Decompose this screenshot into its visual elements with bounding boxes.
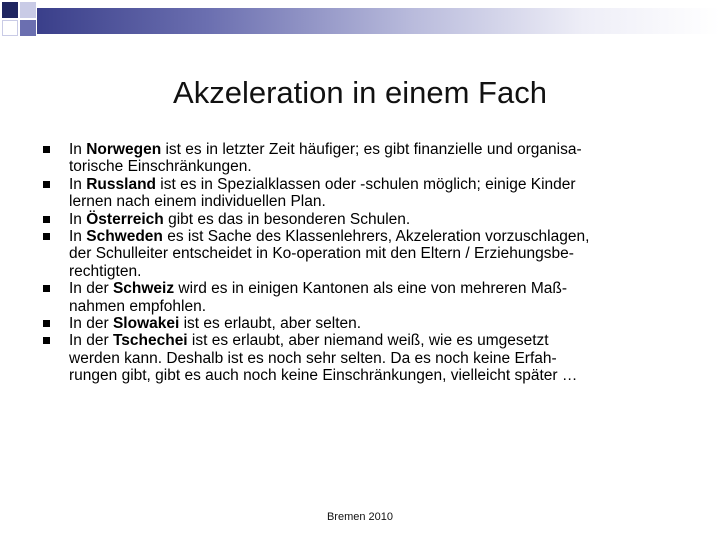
square-bullet-icon	[43, 285, 50, 292]
square-bullet-icon	[43, 233, 50, 240]
bullet-list	[38, 141, 698, 385]
bullet-item-schweden	[38, 228, 698, 280]
slide-title: Akzeleration in einem Fach	[173, 74, 547, 110]
country-name: Tschechei	[112, 332, 188, 350]
bullet-text: In Schweden es ist Sache des Klassenlehrers, Akzeleration vorzuschlagen, der Schulleiter entscheidet in Ko-operation mit den Eltern / Erziehungsbe- rechtigten.	[69, 228, 590, 280]
bullet-text: In Österreich gibt es das in besonderen Schulen.	[69, 210, 411, 228]
bullet-text: In der Schweiz wird es in einigen Kantonen als eine von mehreren Maß- nahmen empfohlen.	[69, 280, 568, 315]
country-name: Slowakei	[112, 315, 180, 333]
square-bullet-icon	[43, 146, 50, 153]
country-name: Russland	[86, 175, 156, 193]
bullet-item-schweiz	[38, 280, 698, 315]
bullet-item-tschechei	[38, 332, 698, 384]
deco-square-dark	[2, 2, 18, 18]
deco-square-light	[20, 2, 36, 18]
deco-square-outline	[3, 21, 18, 36]
bullet-text: In Russland ist es in Spezialklassen oder -schulen möglich; einige Kinder lernen nach einem individuellen Plan.	[69, 175, 576, 211]
country-name: Schweden	[86, 228, 163, 246]
country-name: Norwegen	[86, 141, 162, 158]
bullet-item-oesterreich	[38, 211, 698, 228]
square-bullet-icon	[43, 216, 50, 223]
bullet-item-norwegen	[38, 141, 698, 176]
country-name: Schweiz	[112, 280, 175, 298]
square-bullet-icon	[43, 320, 50, 327]
bullet-text: In Norwegen ist es in letzter Zeit häufiger; es gibt finanzielle und organisa- torische Einschränkungen.	[69, 141, 582, 176]
bullet-item-slowakei	[38, 315, 698, 332]
square-bullet-icon	[43, 337, 50, 344]
header-gradient-band	[37, 8, 720, 34]
bullet-item-russland	[38, 176, 698, 211]
deco-square-mid	[20, 20, 36, 36]
slide-footer: Bremen 2010	[326, 511, 394, 523]
bullet-text: In der Tschechei ist es erlaubt, aber niemand weiß, wie es umgesetzt werden kann. Deshalb ist es noch sehr selten. Da es noch keine Erfah- rungen gibt, gibt es auch noch keine Einschränkungen, vielleicht später …	[69, 332, 578, 385]
bullet-text: In der Slowakei ist es erlaubt, aber selten.	[69, 315, 362, 333]
country-name: Österreich	[86, 210, 164, 228]
square-bullet-icon	[43, 181, 50, 188]
